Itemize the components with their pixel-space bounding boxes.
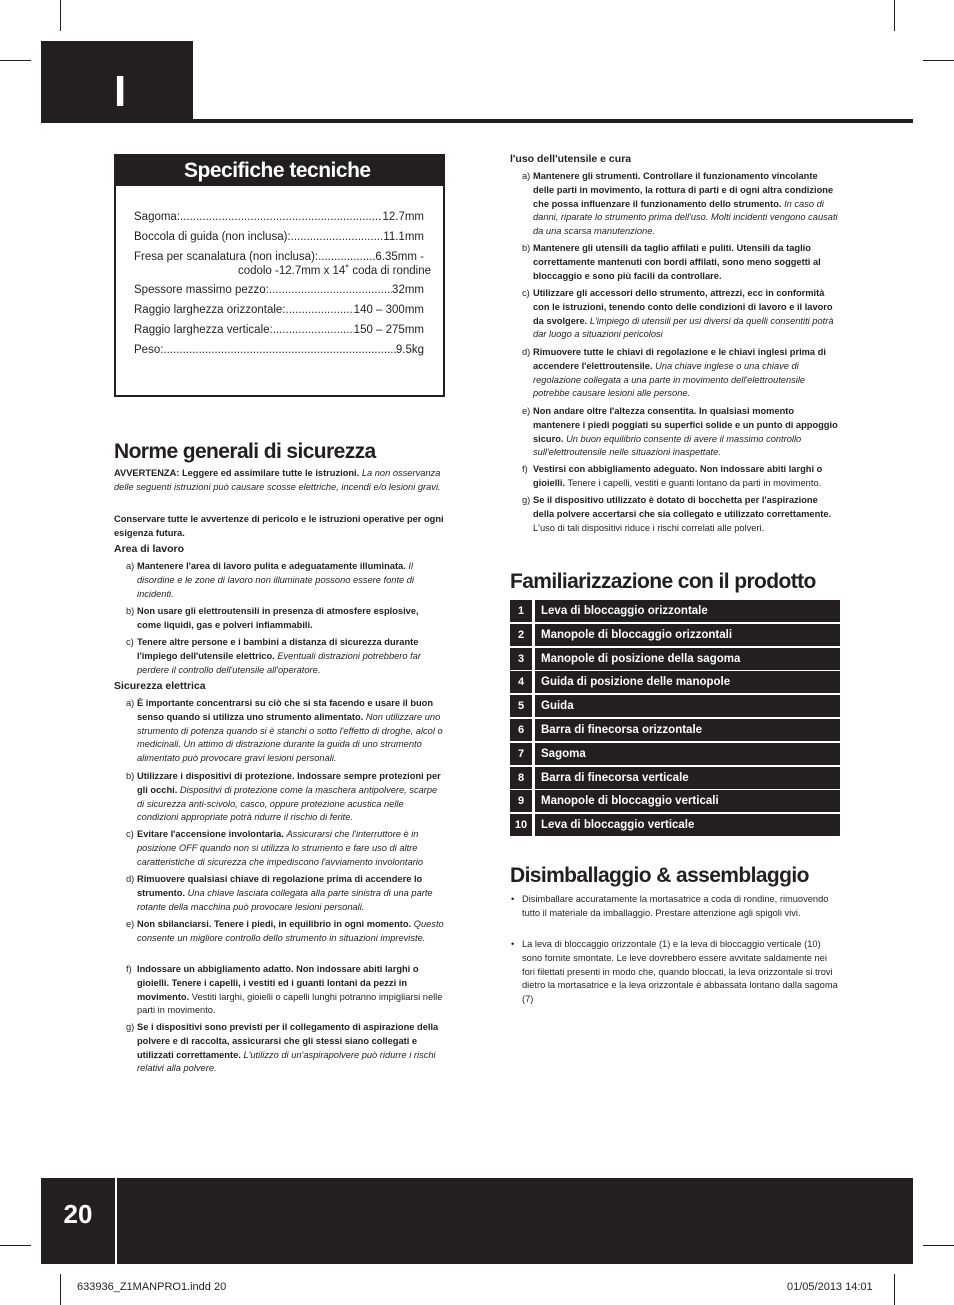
parts-row: 8 Barra di finecorsa verticale: [510, 767, 840, 789]
bullet-icon: •: [511, 939, 515, 949]
spec-box: [114, 154, 445, 397]
list-item: f) Indossare un abbigliamento adatto. Non indossare abiti larghi o gioielli. Tenere i capelli, i vestiti ed i guanti lontani da pezzi in movimento. Vestiti larghi, gioielli o capelli lunghi potranno impigliarsi nelle parti in movimento.: [126, 964, 443, 1016]
list-item: d) Rimuovere tutte le chiavi di regolazione e le chiavi inglesi prima di accendere l'elettroutensile. Una chiave inglese o una chiave di regolazione collegata a una parte in movimento dell'elettroutensile potrebbe causare lesioni alle persone.: [522, 347, 826, 399]
bullet-item: • Disimballare accuratamente la mortasatrice a coda di rondine, rimuovendo tutto il materiale da imballaggio. Prestare attenzione agli spigoli vivi.: [511, 894, 829, 918]
parts-row: 5 Guida: [510, 695, 840, 717]
crop-mark: [60, 0, 61, 31]
list-item: a) Mantenere gli strumenti. Controllare il funzionamento vincolante delle parti in movimento, la rottura di parti e di ogni altra condizione che possa influenzare il funzionamento dello strumento. In caso di danni, riparate lo strumento prima dell'uso. Molti incidenti vengono causati da una scarsa manutenzione.: [522, 171, 838, 237]
crop-mark: [894, 1274, 895, 1305]
date-slug: 01/05/2013 14:01: [787, 1281, 873, 1293]
parts-row: 10 Leva di bloccaggio verticale: [510, 814, 840, 836]
list-item: d) Rimuovere qualsiasi chiave di regolazione prima di accendere lo strumento. Una chiave lasciata collegata alla parte sinistra di una parte rotante della macchina può provocare lesioni personali.: [126, 874, 433, 912]
electrical-title: Sicurezza elettrica: [114, 680, 206, 692]
list-item: a) Mantenere l'area di lavoro pulita e adeguatamente illuminata. Il disordine e le zone di lavoro non illuminate possono essere fonte di incidenti.: [126, 561, 415, 599]
parts-list: [510, 600, 840, 838]
list-item: e) Non andare oltre l'altezza consentita. In qualsiasi momento mantenere i piedi poggiati su superfici solide e un punto di appoggio sicuro. Un buon equilibrio consente di avere il massimo controllo sull'elettroutensile nelle situazioni inaspettate.: [522, 406, 838, 458]
tool-use-title: l'uso dell'utensile e cura: [510, 153, 632, 165]
familiarization-title: Familiarizzazione con il prodotto: [510, 570, 816, 593]
crop-mark: [894, 0, 895, 31]
list-item: b) Non usare gli elettroutensili in presenza di atmosfere esplosive, come liquidi, gas e polveri infiammabili.: [126, 606, 419, 630]
bullet-item: • La leva di bloccaggio orizzontale (1) e la leva di bloccaggio verticale (10) sono fornite smontate. Le leve dovrebbero essere avvitate saldamente nei fori filettati presenti in modo che, quando bloccati, la leva orizzontale si trovi dietro la mortasatrice e la leva orizzontale é abbassata lontano dalla sagoma (7): [511, 939, 838, 1005]
footer-bar: [117, 1178, 913, 1264]
spec-row-extra: codolo -12.7mm x 14˚ coda di rondine: [237, 265, 431, 277]
header-rule: [193, 119, 913, 123]
unpacking-title: Disimballaggio & assemblaggio: [510, 864, 809, 887]
parts-row: 3 Manopole di posizione della sagoma: [510, 648, 840, 670]
spec-title: Specifiche tecniche: [116, 156, 443, 186]
spec-row: Raggio larghezza orizzontale: ..... 140 – 300mm: [134, 303, 424, 317]
parts-row: 6 Barra di finecorsa orizzontale: [510, 719, 840, 741]
crop-mark: [60, 1274, 61, 1305]
page-number: 20: [63, 1199, 93, 1229]
safety-keep: Conservare tutte le avvertenze di pericolo e le istruzioni operative per ogni esigenza futura.: [114, 514, 444, 538]
work-area-title: Area di lavoro: [114, 543, 185, 555]
list-item: b) Utilizzare i dispositivi di protezione. Indossare sempre protezioni per gli occhi. Dispositivi di protezione come la maschera antipolvere, scarpe di sicurezza anti-scivolo, casco, oppure protezione acustica nelle condizioni appropriate potrà ridurre il rischio di ferite.: [126, 771, 441, 823]
parts-row: 2 Manopole di bloccaggio orizzontali: [510, 624, 840, 646]
list-item: e) Non sbilanciarsi. Tenere i piedi, in equilibrio in ogni momento. Questo consente un migliore controllo dello strumento in situazioni impreviste.: [126, 919, 444, 943]
parts-row: 7 Sagoma: [510, 743, 840, 765]
list-item: a) È importante concentrarsi su ciò che si sta facendo e usare il buon senso quando si utilizza uno strumento alimentato. Non utilizzare uno strumento di potenza quando si è stanchi o sotto l'effetto di droghe, alcol o medicinali. Un attimo di distrazione durante la guida di uno strumento alimentato può provocare gravi lesioni personali.: [126, 698, 443, 764]
crop-mark: [0, 60, 31, 61]
crop-mark: [0, 1245, 31, 1246]
parts-row: 1 Leva di bloccaggio orizzontale: [510, 600, 840, 622]
file-slug: 633936_Z1MANPRO1.indd 20: [77, 1281, 227, 1293]
safety-warning: AVVERTENZA: Leggere ed assimilare tutte le istruzioni. La non osservanza delle seguenti istruzioni può causare scosse elettriche, incendi e/o lesioni gravi.: [114, 468, 441, 492]
spec-row: Peso: ..... 9.5kg: [134, 343, 424, 357]
spec-row: Spessore massimo pezzo: ..... 32mm: [134, 283, 424, 297]
language-letter: I: [114, 67, 127, 116]
spec-row: Sagoma: ..... 12.7mm: [134, 210, 424, 224]
list-item: c) Utilizzare gli accessori dello strumento, attrezzi, ecc in conformità con le istruzioni, tenendo conto delle condizioni di lavoro e il lavoro da svolgere. L'impiego di utensili per usi diversi da quelli consentiti potrà dar luogo a situazioni pericolosi: [522, 288, 834, 340]
spec-row: Raggio larghezza verticale: ..... 150 – 275mm: [134, 323, 424, 337]
list-item: g) Se il dispositivo utilizzato è dotato di bocchetta per l'aspirazione della polvere accertarsi che sia collegato e utilizzato correttamente. L'uso di tali dispositivi riduce i rischi correlati alle polveri.: [522, 495, 832, 533]
spec-row: Boccola di guida (non inclusa): ..... 11.1mm: [134, 230, 424, 244]
bullet-icon: •: [511, 894, 515, 904]
crop-mark: [923, 1245, 954, 1246]
safety-title: Norme generali di sicurezza: [114, 440, 376, 463]
parts-row: 4 Guida di posizione delle manopole: [510, 671, 840, 693]
list-item: b) Mantenere gli utensili da taglio affilati e puliti. Utensili da taglio correttamente mantenuti con bordi affilati, sono meno soggetti al bloccaggio e sono più facili da controllare.: [522, 243, 821, 281]
parts-row: 9 Manopole di bloccaggio verticali: [510, 790, 840, 812]
list-item: c) Evitare l'accensione involontaria. Assicurarsi che l'interruttore è in posizione OFF quando non si utilizza lo strumento e fare uso di altre caratteristiche di sicurezza che impediscono l'avviamento involontario: [126, 829, 423, 867]
spec-row: Fresa per scanalatura (non inclusa): ..... 6.35mm -: [134, 250, 424, 264]
list-item: g) Se i dispositivi sono previsti per il collegamento di aspirazione della polvere e di raccolta, assicurarsi che gli stessi siano collegati e utilizzati correttamente. L'utilizzo di un'aspirapolvere può ridurre i rischi relativi alla polvere.: [126, 1022, 439, 1074]
crop-mark: [923, 60, 954, 61]
list-item: c) Tenere altre persone e i bambini a distanza di sicurezza durante l'impiego dell'utensile elettrico. Eventuali distrazioni potrebbero far perdere il controllo dell'utensile all'operatore.: [126, 637, 421, 675]
list-item: f) Vestirsi con abbigliamento adeguato. Non indossare abiti larghi o gioielli. Tenere i capelli, vestiti e guanti lontano da parti in movimento.: [522, 464, 823, 488]
